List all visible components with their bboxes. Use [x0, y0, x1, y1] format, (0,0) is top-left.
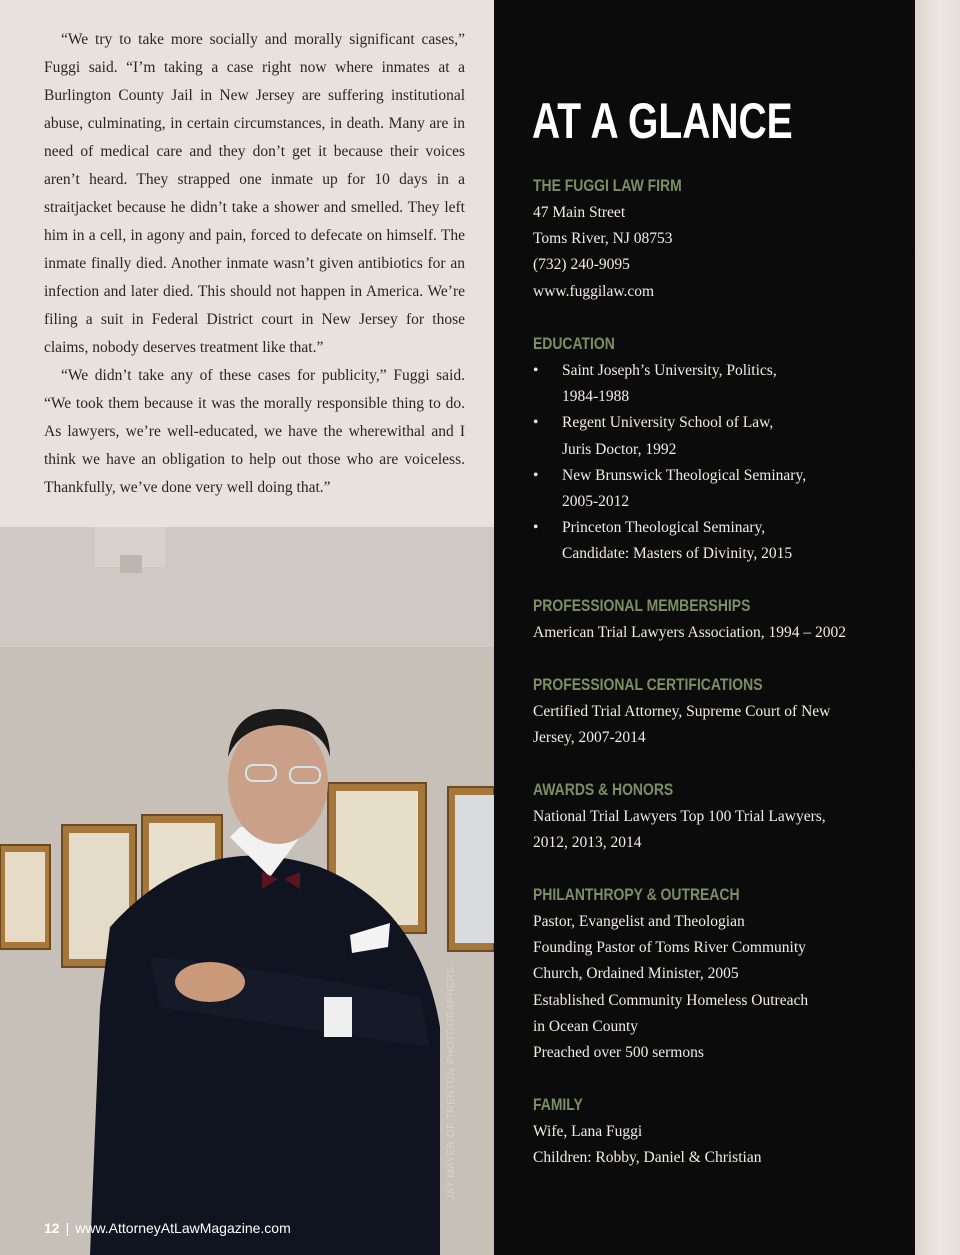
- article-body: [44, 26, 465, 502]
- list-item: • Regent University School of Law, Juris Doctor, 1992: [533, 410, 806, 462]
- philanthropy-details: Pastor, Evangelist and Theologian Founding Pastor of Toms River Community Church, Ordained Minister, 2005 Established Community Homeless Outreach in Ocean County Preached over 500 sermons: [533, 913, 809, 1062]
- list-item: • Saint Joseph’s University, Politics, 1984-1988: [533, 358, 806, 410]
- list-item: • Princeton Theological Seminary, Candidate: Masters of Divinity, 2015: [533, 515, 806, 567]
- memberships-heading: PROFESSIONAL MEMBERSHIPS: [533, 596, 751, 615]
- footer-separator: |: [65, 1220, 70, 1236]
- bullet-icon: •: [533, 466, 539, 484]
- portrait-photo: [0, 527, 494, 1255]
- certifications-details: Certified Trial Attorney, Supreme Court of New Jersey, 2007-2014: [533, 703, 831, 747]
- education-heading: EDUCATION: [533, 334, 615, 353]
- memberships-details: American Trial Lawyers Association, 1994 – 2002: [533, 624, 846, 641]
- firm-details: [533, 200, 673, 305]
- family-heading: FAMILY: [533, 1095, 583, 1114]
- bullet-icon: •: [533, 519, 539, 537]
- list-item: • New Brunswick Theological Seminary, 2005-2012: [533, 463, 806, 515]
- certifications-heading: PROFESSIONAL CERTIFICATIONS: [533, 675, 763, 694]
- photo-credit: JAY MAYER OF TRENTON PHOTOGRAPHERS: [446, 966, 457, 1200]
- page-number: 12: [44, 1220, 60, 1236]
- portrait-illustration: [0, 527, 494, 1255]
- firm-city-line: Toms River, NJ 08753: [533, 230, 673, 248]
- philanthropy-heading: PHILANTHROPY & OUTREACH: [533, 885, 740, 904]
- family-details: Wife, Lana Fuggi Children: Robby, Daniel & Christian: [533, 1123, 762, 1167]
- awards-heading: AWARDS & HONORS: [533, 780, 674, 799]
- bullet-icon: •: [533, 362, 539, 379]
- page-edge: [915, 0, 960, 1255]
- sidebar-title: AT A GLANCE: [532, 93, 793, 149]
- firm-website-link[interactable]: www.fuggilaw.com: [533, 282, 655, 300]
- firm-address-line: 47 Main Street: [533, 204, 626, 221]
- bullet-icon: •: [533, 414, 539, 432]
- article-paragraph: “We didn’t take any of these cases for publicity,” Fuggi said. “We took them because it was the morally responsible thing to do. As lawyers, we’re well-educated, we have the wherewithal and I think we have an obligation to help out those who are voiceless. Thankfully, we’ve done very well doing that.”: [44, 367, 465, 496]
- footer-site-link[interactable]: www.AttorneyAtLawMagazine.com: [75, 1220, 291, 1236]
- article-paragraph: “We try to take more socially and morally significant cases,” Fuggi said. “I’m taking a case right now where inmates at a Burlington County Jail in New Jersey are suffering institutional abuse, culminating, in certain circumstances, in death. Many are in need of medical care and they don’t get it because their voices aren’t heard. They strapped one inmate up for 10 days in a straitjacket because he didn’t take a shower and smelled. They left him in a cell, in agony and pain, forced to defecate on himself. The inmate finally died. Another inmate wasn’t given antibiotics for an infection and later died. This should not happen in America. We’re filing a suit in Federal District court in New Jersey for those claims, nobody deserves treatment like that.”: [44, 31, 465, 356]
- education-list: [533, 358, 806, 568]
- firm-heading: THE FUGGI LAW FIRM: [533, 176, 682, 195]
- firm-phone: (732) 240-9095: [533, 256, 630, 274]
- awards-details: National Trial Lawyers Top 100 Trial Lawyers, 2012, 2013, 2014: [533, 808, 826, 852]
- page-footer: [44, 1220, 291, 1236]
